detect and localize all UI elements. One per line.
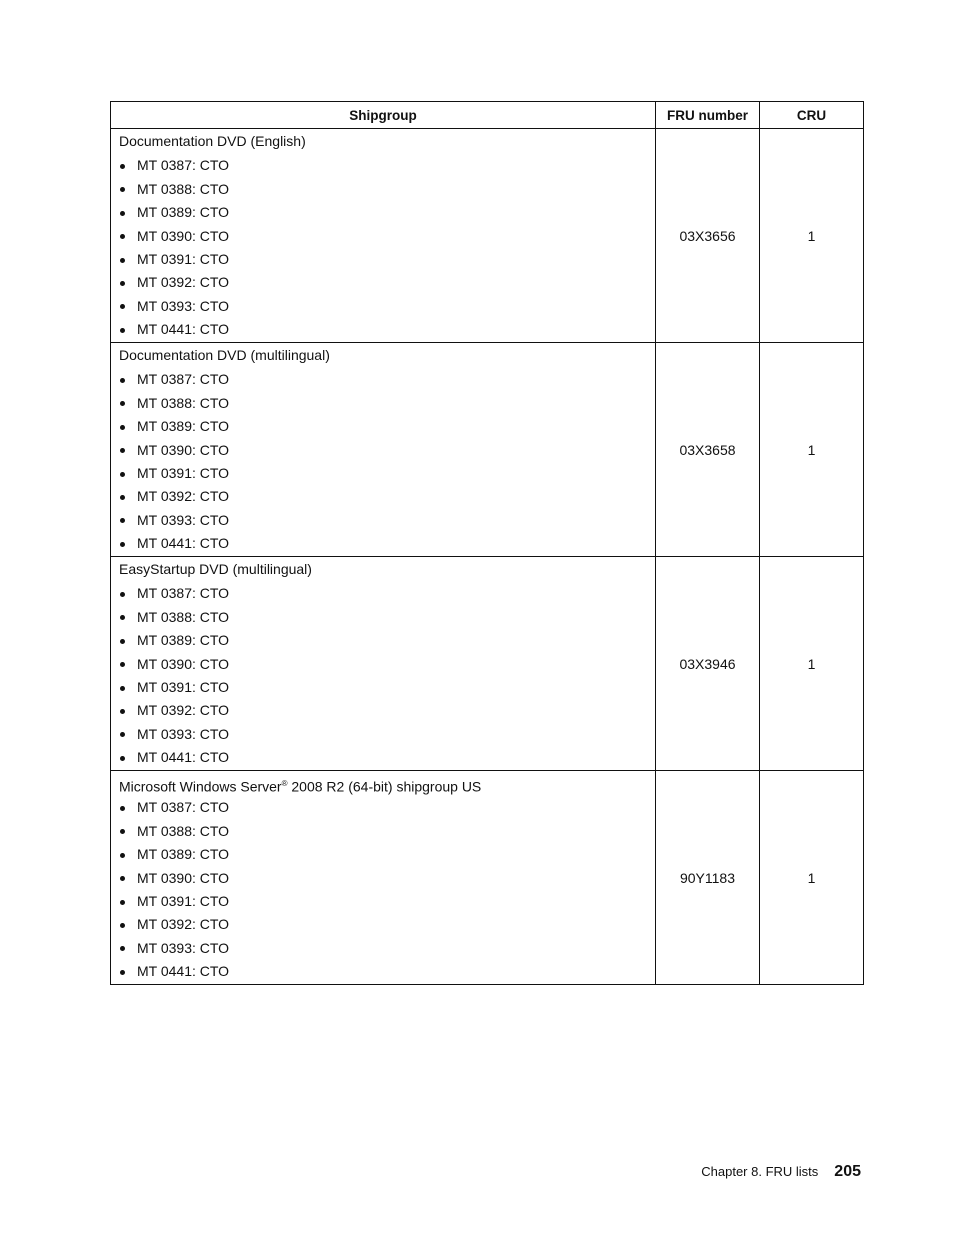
list-item: MT 0387: CTO xyxy=(119,154,655,177)
list-item: MT 0389: CTO xyxy=(119,415,655,438)
list-item: MT 0387: CTO xyxy=(119,796,655,819)
list-item: MT 0392: CTO xyxy=(119,485,655,508)
list-item: MT 0392: CTO xyxy=(119,271,655,294)
list-item: MT 0393: CTO xyxy=(119,509,655,532)
fru-table xyxy=(110,101,864,985)
list-item: MT 0441: CTO xyxy=(119,318,655,341)
model-list xyxy=(119,368,655,555)
shipgroup-title: Documentation DVD (multilingual) xyxy=(119,347,330,364)
header-fru-number: FRU number xyxy=(656,102,760,129)
shipgroup-cell xyxy=(111,129,656,343)
header-cru: CRU xyxy=(760,102,864,129)
page-footer xyxy=(701,1163,861,1181)
list-item: MT 0387: CTO xyxy=(119,582,655,605)
model-list xyxy=(119,796,655,983)
list-item: MT 0441: CTO xyxy=(119,960,655,983)
shipgroup-title: Documentation DVD (English) xyxy=(119,133,306,150)
list-item: MT 0388: CTO xyxy=(119,606,655,629)
cru-cell: 1 xyxy=(760,129,864,343)
list-item: MT 0390: CTO xyxy=(119,225,655,248)
cru-cell: 1 xyxy=(760,557,864,771)
model-list xyxy=(119,154,655,341)
list-item: MT 0389: CTO xyxy=(119,201,655,224)
list-item: MT 0388: CTO xyxy=(119,178,655,201)
fru-number-cell: 90Y1183 xyxy=(656,771,760,985)
cru-cell: 1 xyxy=(760,771,864,985)
shipgroup-cell xyxy=(111,557,656,771)
table-header-row xyxy=(111,102,864,129)
list-item: MT 0391: CTO xyxy=(119,248,655,271)
shipgroup-title-main: Microsoft Windows Server xyxy=(119,779,282,796)
list-item: MT 0390: CTO xyxy=(119,653,655,676)
shipgroup-cell xyxy=(111,771,656,985)
list-item: MT 0391: CTO xyxy=(119,676,655,699)
cru-cell: 1 xyxy=(760,343,864,557)
list-item: MT 0389: CTO xyxy=(119,629,655,652)
list-item: MT 0392: CTO xyxy=(119,699,655,722)
shipgroup-title-rest: 2008 R2 (64-bit) shipgroup US xyxy=(287,779,482,796)
table-row xyxy=(111,771,864,985)
list-item: MT 0387: CTO xyxy=(119,368,655,391)
list-item: MT 0441: CTO xyxy=(119,532,655,555)
shipgroup-title: EasyStartup DVD (multilingual) xyxy=(119,561,312,578)
list-item: MT 0391: CTO xyxy=(119,890,655,913)
shipgroup-cell xyxy=(111,343,656,557)
list-item: MT 0388: CTO xyxy=(119,392,655,415)
list-item: MT 0391: CTO xyxy=(119,462,655,485)
table-row xyxy=(111,557,864,771)
list-item: MT 0393: CTO xyxy=(119,723,655,746)
list-item: MT 0393: CTO xyxy=(119,295,655,318)
shipgroup-title xyxy=(119,771,655,796)
page-number: 205 xyxy=(834,1163,861,1180)
list-item: MT 0389: CTO xyxy=(119,843,655,866)
chapter-label: Chapter 8. FRU lists xyxy=(701,1164,819,1179)
fru-number-cell: 03X3656 xyxy=(656,129,760,343)
fru-number-cell: 03X3946 xyxy=(656,557,760,771)
list-item: MT 0392: CTO xyxy=(119,913,655,936)
list-item: MT 0393: CTO xyxy=(119,937,655,960)
registered-mark: ® xyxy=(281,779,288,789)
list-item: MT 0441: CTO xyxy=(119,746,655,769)
list-item: MT 0390: CTO xyxy=(119,439,655,462)
list-item: MT 0388: CTO xyxy=(119,820,655,843)
fru-number-cell: 03X3658 xyxy=(656,343,760,557)
model-list xyxy=(119,582,655,769)
header-shipgroup: Shipgroup xyxy=(111,102,656,129)
table-row xyxy=(111,129,864,343)
list-item: MT 0390: CTO xyxy=(119,867,655,890)
table-row xyxy=(111,343,864,557)
